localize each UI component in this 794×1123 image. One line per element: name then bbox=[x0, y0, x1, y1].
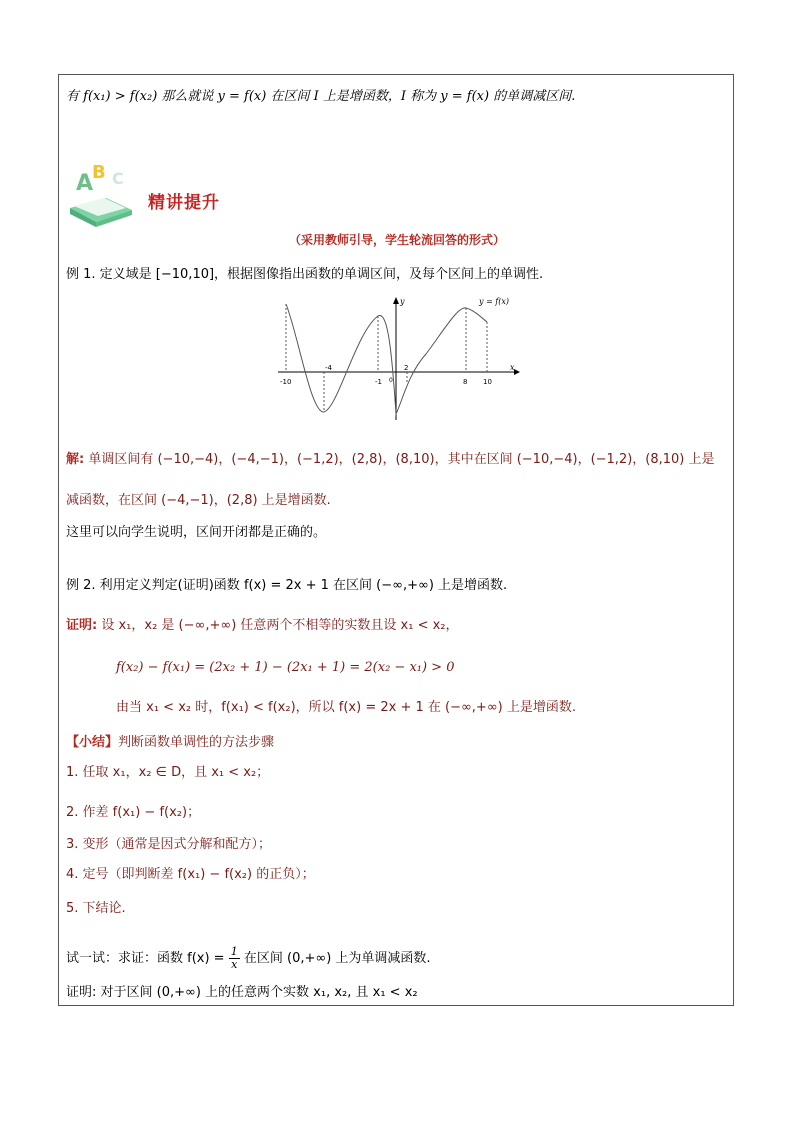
solution-label: 解: bbox=[66, 452, 85, 467]
summary-step: 4. 定号（即判断差 f(x₁) − f(x₂) 的正负）； bbox=[66, 867, 315, 882]
example1-text: 例 1. 定义域是 [−10,10]，根据图像指出函数的单调区间，及每个区间上的单调性. bbox=[66, 267, 544, 282]
summary-title: 判断函数单调性的方法步骤 bbox=[118, 735, 275, 750]
try-it-prefix: 试一试：求证：函数 f(x) = bbox=[66, 951, 225, 966]
summary-step: 5. 下结论. bbox=[66, 901, 126, 916]
function-graph bbox=[276, 294, 522, 422]
tick-label: -10 bbox=[280, 378, 292, 386]
svg-text:A: A bbox=[76, 171, 94, 196]
summary-label: 【小结】 bbox=[66, 735, 119, 750]
proof-label: 证明: bbox=[66, 618, 98, 633]
summary-step: 1. 任取 x₁，x₂ ∈ D，且 x₁ < x₂； bbox=[66, 765, 270, 780]
tick-label: -4 bbox=[325, 364, 332, 372]
tick-label: 2 bbox=[404, 364, 409, 372]
y-axis-arrow-icon bbox=[393, 297, 399, 304]
svg-text:B: B bbox=[92, 162, 106, 183]
tick-label: 10 bbox=[483, 378, 492, 386]
book-abc-logo-icon bbox=[66, 160, 142, 228]
try-it-suffix: 在区间 (0,+∞) 上为单调减函数. bbox=[243, 951, 431, 966]
section-subtitle: （采用教师引导，学生轮流回答的形式） bbox=[288, 233, 505, 247]
function-curve bbox=[286, 304, 487, 414]
proof-line-2: f(x₂) − f(x₁) = (2x₂ + 1) − (2x₁ + 1) = 2(x₂ − x₁) > 0 bbox=[116, 660, 455, 675]
tick-label: -1 bbox=[375, 378, 382, 386]
solution-text-1: 单调区间有 (−10,−4)，(−4,−1)，(−1,2)，(2,8)，(8,10)，其中在区间 (−10,−4)，(−1,2)，(8,10) 上是 bbox=[88, 452, 715, 467]
proof-text-1: 设 x₁，x₂ 是 (−∞,+∞) 任意两个不相等的实数且设 x₁ < x₂， bbox=[101, 618, 459, 633]
fraction-numerator: 1 bbox=[230, 945, 238, 958]
summary-step: 3. 变形（通常是因式分解和配方）； bbox=[66, 837, 272, 852]
solution-line-2: 减函数，在区间 (−4,−1)，(2,8) 上是增函数. bbox=[66, 493, 331, 508]
svg-text:C: C bbox=[112, 169, 124, 188]
section-title: 精讲提升 bbox=[148, 193, 220, 213]
try-it-proof: 证明: 对于区间 (0,+∞) 上的任意两个实数 x₁, x₂, 且 x₁ < x₂ bbox=[66, 985, 418, 1000]
interval-note: 这里可以向学生说明，区间开闭都是正确的。 bbox=[66, 525, 327, 540]
tick-label: 8 bbox=[463, 378, 468, 386]
fraction-denominator: x bbox=[231, 958, 238, 971]
example2-text: 例 2. 利用定义判定(证明)函数 f(x) = 2x + 1 在区间 (−∞,+∞) 上是增函数. bbox=[66, 578, 508, 593]
proof-line-3: 由当 x₁ < x₂ 时，f(x₁) < f(x₂)，所以 f(x) = 2x + 1 在 (−∞,+∞) 上是增函数. bbox=[116, 700, 576, 715]
y-axis-label: y bbox=[400, 297, 405, 306]
solution-line-1 bbox=[66, 451, 715, 469]
proof-line-1 bbox=[66, 617, 459, 635]
x-axis-arrow-icon bbox=[514, 369, 520, 375]
x-axis-label: x bbox=[510, 363, 515, 372]
fraction-one-over-x bbox=[229, 946, 240, 971]
definition-line: 有 f(x₁) > f(x₂) 那么就说 y = f(x) 在区间 I 上是增函数，I 称为 y = f(x) 的单调减区间. bbox=[66, 89, 576, 104]
try-it-line bbox=[66, 944, 431, 974]
summary-heading bbox=[66, 734, 274, 752]
origin-label: 0 bbox=[389, 377, 393, 384]
curve-label: y = f(x) bbox=[479, 297, 510, 306]
summary-step: 2. 作差 f(x₁) − f(x₂)； bbox=[66, 805, 201, 820]
